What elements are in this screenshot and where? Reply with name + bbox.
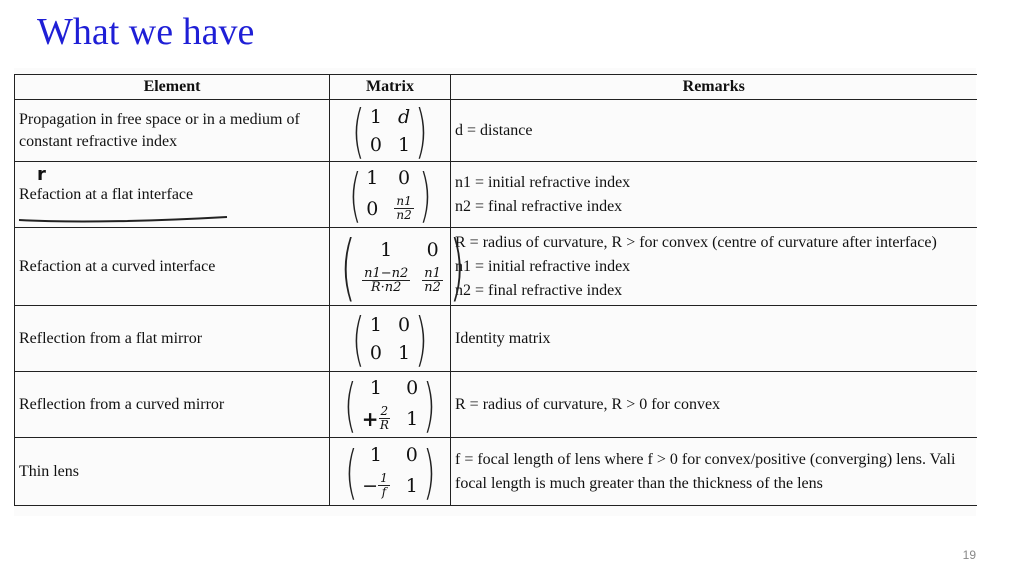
slide-title: What we have (37, 11, 255, 53)
matrix-cell (330, 438, 451, 506)
remarks-cell: R = radius of curvature, R > for convex (centre of curvature after interface) n1 = initial refractive index n2 = final refractive index (451, 228, 977, 306)
matrix-cell (330, 372, 451, 438)
page-number: 19 (962, 548, 976, 562)
table-row (15, 372, 977, 438)
handwritten-mark: r (37, 164, 46, 185)
matrix: ( 1 0 0 1 ) (352, 304, 428, 373)
matrix-cell (330, 306, 451, 372)
remarks-cell: Identity matrix (451, 306, 977, 372)
element-cell: Reflection from a flat mirror (15, 306, 330, 372)
table-header-row (15, 75, 977, 100)
table-row (15, 100, 977, 162)
table-row (15, 228, 977, 306)
matrix: ( 1 0 − $\frac{1}{f}$ 1 ) (344, 437, 436, 506)
remarks-cell: R = radius of curvature, R > 0 for convex (451, 372, 977, 438)
header-matrix: Matrix (330, 75, 451, 100)
remarks-cell: f = focal length of lens where f > 0 for convex/positive (converging) lens. Vali focal length is much greater than the thickness of the lens (451, 438, 977, 506)
table-row (15, 438, 977, 506)
matrix: ( 1 d 0 1 ) (352, 96, 428, 165)
table-row (15, 306, 977, 372)
header-remarks: Remarks (451, 75, 977, 100)
matrix-cell (330, 224, 465, 309)
matrix: ( 1 0 0 $\frac{n1}{n2}$ ) (348, 160, 432, 229)
element-cell: Refaction at a curved interface (15, 228, 330, 306)
ray-transfer-matrix-table (14, 74, 977, 506)
remarks-cell: n1 = initial refractive index n2 = final refractive index (451, 162, 977, 228)
handwritten-underline (17, 214, 229, 224)
element-cell: Thin lens (15, 438, 330, 506)
element-cell: Reflection from a curved mirror (15, 372, 330, 438)
matrix: ( 1 0 $\frac{n1-n2}{R\cdot n2}$ $\frac{n1}{n2}$ ) (340, 224, 465, 309)
element-cell: Propagation in free space or in a medium of constant refractive index (15, 100, 330, 162)
matrix: ( 1 0 + $\frac{2}{R}$ 1 ) (344, 370, 436, 439)
element-cell: r Refaction at a flat interface (15, 162, 330, 228)
header-element: Element (15, 75, 330, 100)
remarks-cell: d = distance (451, 100, 977, 162)
matrix-cell (330, 96, 451, 165)
matrix-cell (330, 162, 451, 228)
